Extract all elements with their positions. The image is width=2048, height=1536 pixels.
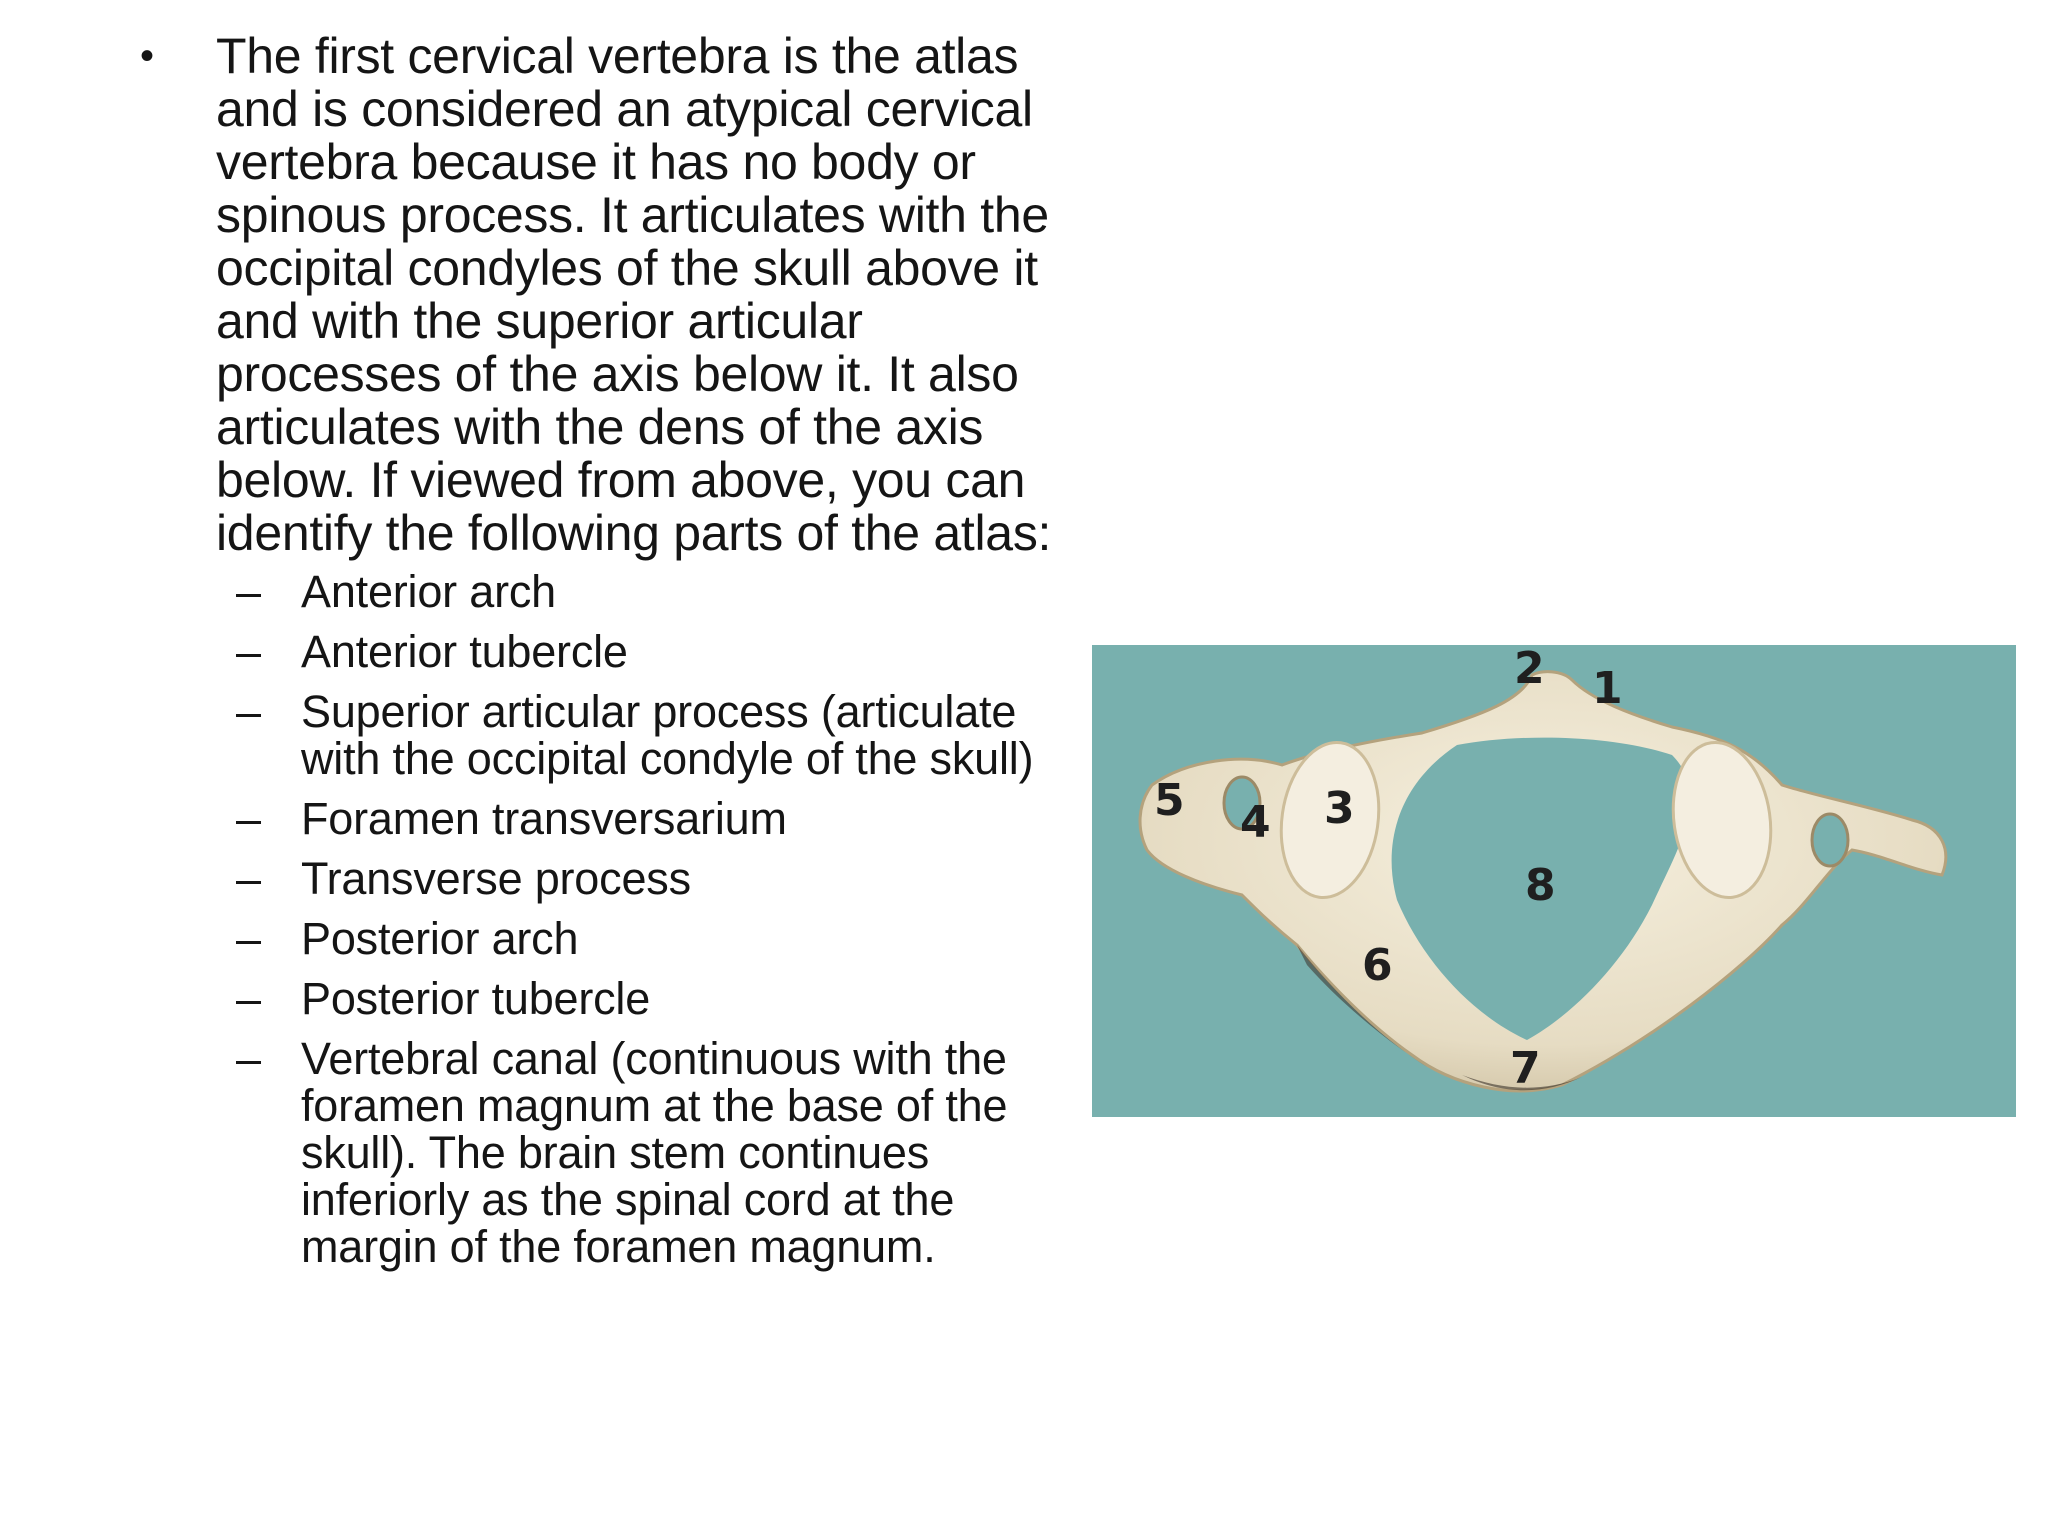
figure-label-1: 1 xyxy=(1592,663,1623,714)
dash-icon: – xyxy=(236,566,261,617)
dash-icon: – xyxy=(236,913,261,964)
atlas-vertebra-figure xyxy=(1092,645,2016,1117)
list-item xyxy=(140,568,1100,615)
bullet-dot-icon: • xyxy=(140,34,155,78)
list-item-text: Transverse process xyxy=(301,853,691,904)
figure-label-8: 8 xyxy=(1525,860,1556,911)
figure-label-5: 5 xyxy=(1154,775,1185,826)
list-item-text: Foramen transversarium xyxy=(301,793,787,844)
list-item-text: Anterior arch xyxy=(301,566,557,617)
dash-icon: – xyxy=(236,686,261,737)
list-item-text: Posterior arch xyxy=(301,913,579,964)
figure-label-6: 6 xyxy=(1362,940,1393,991)
dash-icon: – xyxy=(236,626,261,677)
figure-label-7: 7 xyxy=(1510,1043,1541,1094)
intro-paragraph: The first cervical vertebra is the atlas and is considered an atypical cervical vertebra because it has no body or spinous process. It articulates with the occipital condyles of the skull above it and with the superior articular processes of the axis below it. It also articulates with the dens of the axis below. If viewed from above, you can identify the following parts of the atlas: xyxy=(216,28,1052,561)
dash-icon: – xyxy=(236,793,261,844)
list-item xyxy=(140,688,1100,782)
dash-icon: – xyxy=(236,973,261,1024)
main-bullet xyxy=(140,30,1100,560)
atlas-vertebra-illustration xyxy=(1092,645,2016,1117)
slide-text-block xyxy=(140,30,1100,1283)
list-item xyxy=(140,795,1100,842)
list-item xyxy=(140,628,1100,675)
list-item-text: Anterior tubercle xyxy=(301,626,628,677)
right-foramen-transversarium xyxy=(1812,814,1848,866)
list-item xyxy=(140,975,1100,1022)
list-item-text: Vertebral canal (continuous with the foramen magnum at the base of the skull). The brain stem continues inferiorly as the spinal cord at the margin of the foramen magnum. xyxy=(301,1033,1008,1272)
list-item xyxy=(140,855,1100,902)
atlas-parts-list xyxy=(140,568,1100,1270)
figure-label-2: 2 xyxy=(1514,645,1545,694)
list-item-text: Posterior tubercle xyxy=(301,973,651,1024)
list-item xyxy=(140,1035,1100,1270)
figure-label-3: 3 xyxy=(1324,783,1355,834)
list-item xyxy=(140,915,1100,962)
list-item-text: Superior articular process (articulate with the occipital condyle of the skull) xyxy=(301,686,1034,784)
dash-icon: – xyxy=(236,1033,261,1084)
figure-label-4: 4 xyxy=(1240,797,1271,848)
dash-icon: – xyxy=(236,853,261,904)
